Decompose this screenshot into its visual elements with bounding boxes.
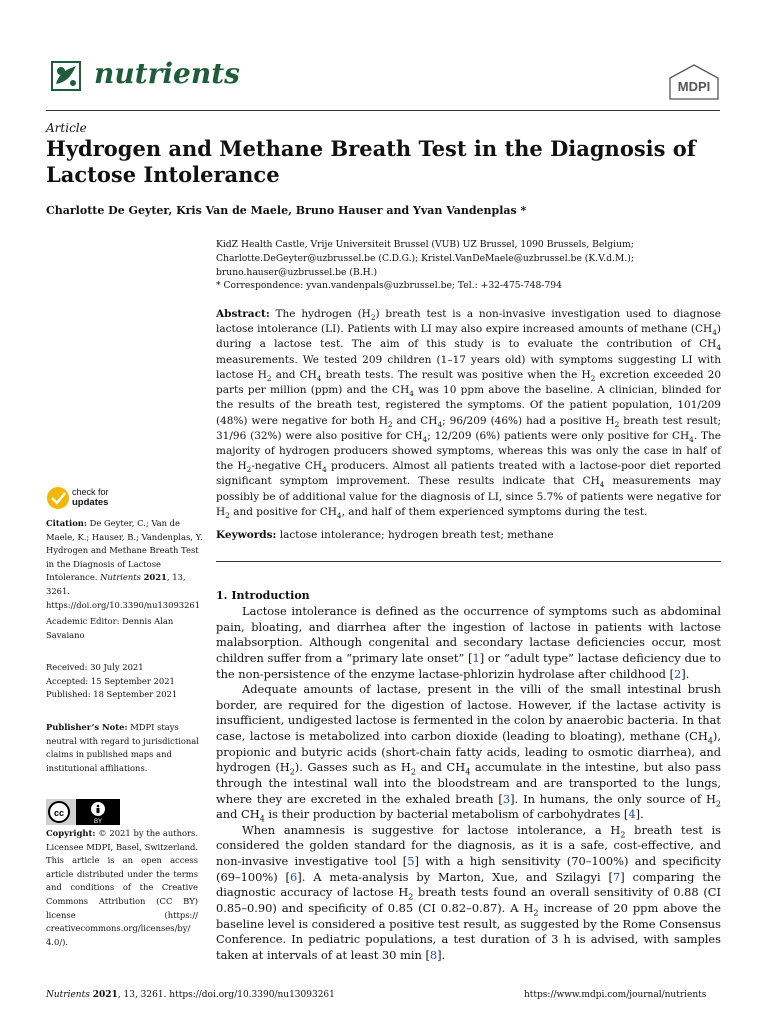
citation-link[interactable]: 4 — [628, 807, 636, 822]
journal-name: nutrients — [94, 57, 240, 90]
abstract-label: Abstract: — [216, 308, 270, 320]
citation-year: 2021 — [143, 572, 167, 583]
citation-link[interactable]: 7 — [612, 869, 621, 884]
mdpi-logo-text: MDPI — [677, 79, 711, 94]
paragraph: Lactose intolerance is defined as the occurrence of symptoms such as abdominal pain, bloating, and diarrhea after the ingestion of lactose in patients with lactose malabsorption. Although congenital and secondary lactase deficiencies occur, most children suffer from a “primary late onset” [1] or “adult type” lactase deficiency due to the non-persistence of the enzyme lactase-phlorizin hydrolase after childhood [2]. — [216, 604, 721, 681]
citation-block — [46, 517, 206, 612]
keywords-text: lactose intolerance; hydrogen breath test; methane — [279, 529, 554, 541]
footer-journal-url[interactable]: https://www.mdpi.com/journal/nutrients — [524, 990, 707, 1000]
correspondence-line: * Correspondence: yvan.vandenpals@uzbrussel.be; Tel.: +32-475-748-794 — [216, 280, 562, 292]
citation-link[interactable]: 2 — [674, 666, 682, 681]
affiliations — [216, 238, 736, 293]
affiliation-line: Charlotte.DeGeyter@uzbrussel.be (C.D.G.); Kristel.VanDeMaele@uzbrussel.be (K.V.d.M.); — [216, 252, 634, 264]
cc-by-license-icon[interactable] — [46, 799, 120, 825]
check-line-1: check for — [72, 487, 109, 497]
header-rule — [46, 110, 720, 111]
svg-text:cc: cc — [53, 808, 65, 818]
published-date: Published: 18 September 2021 — [46, 689, 178, 700]
mdpi-logo-icon — [668, 64, 720, 100]
article-title: Hydrogen and Methane Breath Test in the Diagnosis of Lactose Intolerance — [46, 136, 696, 187]
copyright — [46, 827, 198, 949]
citation-text: De Geyter, C.; Van de Maele, K.; Hauser, B.; Vandenplas, Y. Hydrogen and Methane Breath Test in the Diagnosis of Lactose Intolerance. — [46, 518, 203, 583]
copyright-text: © 2021 by the authors. Licensee MDPI, Basel, Switzerland. This article is an open access article distributed under the terms and conditions of the Creative Commons Attribution (CC BY) license (https:// creativecommons.org/licenses/by/ 4.0/). — [46, 828, 198, 947]
citation-link[interactable]: 8 — [429, 947, 438, 962]
footer-journal: Nutrients — [46, 990, 90, 1000]
academic-editor: Academic Editor: Dennis Alan Savaiano — [46, 616, 174, 640]
abstract: Abstract: The hydrogen $(H_2)$ breath test is a non-invasive investigation used to diagnose lactose intolerance (LI). Patients with LI may also expire increased amounts of methane $(CH_4)$ during a lactose test. The aim of this study is to evaluate the contribution of $CH_4$ measurements. We tested 209 children (1–17 years old) with symptoms suggesting LI with lactose $H_2$ and $CH_4$ breath tests. The result was positive when the $H_2$ excretion exceeded 20 parts per million (ppm) and the $CH_4$ was 10 ppm above the baseline. A clinician, blinded for the results of the breath test, registered the symptoms. Of the patient population, 101/209 (48%) were negative for both $H_2$ and $CH_4$; 96/209 (46%) had a positive $H_2$ breath test result; 31/96 (32%) were also positive for $CH_4$; 12/209 (6%) patients were only positive for $CH_4$. The majority of hydrogen producers showed symptoms, whereas this was only the case in half of the $H_2$-negative $CH_4$ producers. Almost all patients treated with a lactose-poor diet reported significant symptom improvement. These results indicate that $CH_4$ measurements may possibly be of additional value for the diagnosis of LI, since 5.7% of patients were negative for $H_2$ and positive for $CH_4$, and half of them experienced symptoms during the test. — [216, 308, 722, 520]
journal-logo-icon — [46, 56, 86, 96]
citation-journal: Nutrients — [100, 572, 141, 583]
keywords — [216, 529, 721, 541]
check-for-updates-label[interactable] — [72, 487, 109, 509]
citation-link[interactable]: 6 — [290, 869, 298, 884]
introduction-body — [216, 604, 721, 963]
footer-doi[interactable]: , 13, 3261. https://doi.org/10.3390/nu13093261 — [117, 990, 335, 1000]
cc-by-text: BY — [93, 819, 103, 825]
citation-link[interactable]: 1 — [472, 650, 480, 665]
section-heading: 1. Introduction — [216, 589, 310, 602]
received-date: Received: 30 July 2021 — [46, 662, 144, 672]
citation-link[interactable]: 3 — [502, 791, 511, 806]
author-list: Charlotte De Geyter, Kris Van de Maele, Bruno Hauser and Yvan Vandenplas * — [46, 204, 527, 217]
dates-block — [46, 661, 206, 702]
paragraph: Adequate amounts of lactase, present in the villi of the small intestinal brush border, are required for the digestion of lactose. However, if the lactase activity is insufficient, undigested lactose is fermented in the colon by anaerobic bacteria. In that case, lactose is metabolized into carbon dioxide (leading to bloating), methane $(CH_4)$, propionic and butyric acids (short-chain fatty acids, leading to osmotic diarrhea), and hydrogen $(H_2)$. Gasses such as $H_2$ and $CH_4$ accumulate in the intestine, but also pass through the intestinal wall into the bloodstream and are transported to the lungs, where they are excreted in the exhaled breath [3]. In humans, the only source of $H_2$ and $CH_4$ is their production by bacterial metabolism of carbohydrates [4]. — [216, 682, 722, 824]
section-rule — [216, 561, 721, 562]
footer-year: 2021 — [92, 990, 118, 1000]
citation-label: Citation: — [46, 518, 87, 528]
affiliation-line: bruno.hauser@uzbrussel.be (B.H.) — [216, 266, 378, 278]
copyright-label: Copyright: — [46, 828, 96, 838]
publisher-note — [46, 721, 206, 775]
citation-doi[interactable]: , 13, 3261. https://doi.org/10.3390/nu13093261 — [46, 572, 201, 610]
affiliation-line: KidZ Health Castle, Vrije Universiteit Brussel (VUB) UZ Brussel, 1090 Brussels, Belgium; — [216, 239, 634, 250]
check-line-2: updates — [72, 497, 109, 509]
footer-citation — [46, 990, 335, 1000]
citation-link[interactable]: 5 — [407, 854, 415, 868]
publisher-note-text: MDPI stays neutral with regard to jurisdictional claims in published maps and institutional affiliations. — [46, 722, 199, 773]
publisher-note-label: Publisher’s Note: — [46, 722, 128, 732]
accepted-date: Accepted: 15 September 2021 — [46, 675, 175, 686]
paragraph: When anamnesis is suggestive for lactose intolerance, a $H_2$ breath test is considered the golden standard for the diagnosis, as it is a safe, cost-effective, and non-invasive investigative tool [5] with a high sensitivity (70–100%) and specificity (69–100%) [6]. A meta-analysis by Marton, Xue, and Szilagyi [7] comparing the diagnostic accuracy of lactose $H_2$ breath tests found an overall sensitivity of 0.88 (CI 0.85–0.90) and specificity of 0.85 (CI 0.82–0.87). A $H_2$ increase of 20 ppm above the baseline level is considered a positive test result, as suggested by the Rome Consensus Conference. In pediatric populations, a test duration of 3 h is advised, with samples taken at intervals of at least 30 min [8]. — [216, 822, 721, 962]
keywords-label: Keywords: — [216, 529, 277, 541]
article-type: Article — [46, 121, 87, 135]
